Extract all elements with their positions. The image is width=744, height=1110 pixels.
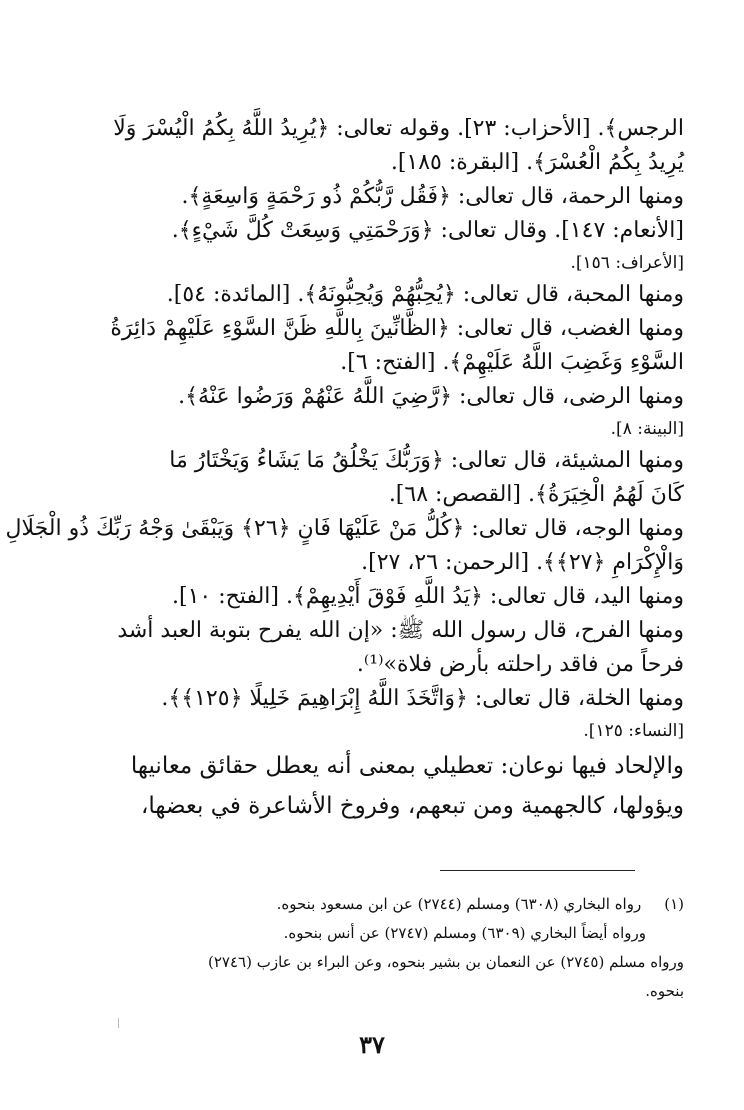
footnote-line: ورواه أيضاً البخاري (٦٣٠٩) ومسلم (٢٧٤٧) عن أنس بنحوه. (283, 924, 646, 942)
footnote-line: ورواه مسلم (٢٧٤٥) عن النعمان بن بشير بنحوه، وعن البراء بن عازب (٢٧٤٦) (208, 953, 684, 971)
text-line: وَالْإِكْرَامِ ﴿٢٧﴾﴾. [الرحمن: ٢٦، ٢٧]. (361, 550, 684, 575)
text-line: كَانَ لَهُمُ الْخِيَرَةُ﴾. [القصص: ٦٨]. (388, 482, 684, 507)
footnote-line: بنحوه. (645, 982, 684, 1000)
scan-mark (118, 1018, 119, 1028)
text-line: الرجس﴾. [الأحزاب: ٢٣]. وقوله تعالى: ﴿يُرِيدُ اللَّهُ بِكُمُ الْيُسْرَ وَلَا (113, 116, 684, 141)
text-line: ويؤولها، كالجهمية ومن تبعهم، وفروخ الأشاعرة في بعضها، (140, 793, 684, 819)
text-line: [الأعراف: ١٥٦]. (570, 253, 684, 273)
text-line: ومنها الرحمة، قال تعالى: ﴿فَقُل رَّبُّكُمْ ذُو رَحْمَةٍ وَاسِعَةٍ﴾. (181, 184, 684, 209)
text-line: ومنها الرضى، قال تعالى: ﴿رَّضِيَ اللَّهُ عَنْهُمْ وَرَضُوا عَنْهُ﴾. (178, 384, 684, 409)
text-line: ومنها الفرح، قال رسول الله ﷺ: «إن الله يفرح بتوبة العبد أشد (117, 618, 684, 643)
footnote-line (78, 890, 684, 919)
footnote-text: رواه البخاري (٦٣٠٨) ومسلم (٢٧٤٤) عن ابن مسعود بنحوه. (276, 895, 642, 913)
footnote-divider (440, 870, 635, 871)
text-line: ومنها المحبة، قال تعالى: ﴿يُحِبُّهُمْ وَيُحِبُّونَهُ﴾. [المائدة: ٥٤]. (166, 282, 684, 307)
text-line: والإلحاد فيها نوعان: تعطيلي بمعنى أنه يعطل حقائق معانيها (130, 753, 684, 779)
text-line: [النساء: ١٢٥]. (583, 721, 684, 741)
page-number: ٣٧ (359, 1030, 385, 1059)
text-line: ومنها الخلة، قال تعالى: ﴿وَاتَّخَذَ اللَّهُ إِبْرَاهِيمَ خَلِيلًا ﴿١٢٥﴾﴾. (161, 686, 684, 711)
footnotes (78, 890, 684, 1006)
text-line: [البينة: ٨]. (610, 419, 684, 439)
text-line: ومنها الوجه، قال تعالى: ﴿كُلُّ مَنْ عَلَيْهَا فَانٍ ﴿٢٦﴾ وَيَبْقَىٰ وَجْهُ رَبِّكَ ذُو الْجَلَالِ (5, 516, 684, 541)
text-line: [الأنعام: ١٤٧]. وقال تعالى: ﴿وَرَحْمَتِي وَسِعَتْ كُلَّ شَيْءٍ﴾. (171, 218, 684, 243)
text-line: السَّوْءِ وَغَضِبَ اللَّهُ عَلَيْهِمْ﴾. [الفتح: ٦]. (340, 350, 684, 375)
text-line: ومنها اليد، قال تعالى: ﴿يَدُ اللَّهِ فَوْقَ أَيْدِيهِمْ﴾. [الفتح: ١٠]. (171, 584, 684, 609)
text-line: ومنها الغضب، قال تعالى: ﴿الظَّانِّينَ بِاللَّهِ ظَنَّ السَّوْءِ عَلَيْهِمْ دَائِرَةُ (110, 316, 684, 341)
text-line: ومنها المشيئة، قال تعالى: ﴿وَرَبُّكَ يَخْلُقُ مَا يَشَاءُ وَيَخْتَارُ مَا (169, 448, 684, 473)
text-line: فرحاً من فاقد راحلته بأرض فلاة»⁽¹⁾. (356, 652, 684, 677)
footnote-number: (١) (664, 895, 684, 913)
text-line: يُرِيدُ بِكُمُ الْعُسْرَ﴾. [البقرة: ١٨٥]. (390, 150, 684, 175)
main-text (5, 112, 684, 826)
